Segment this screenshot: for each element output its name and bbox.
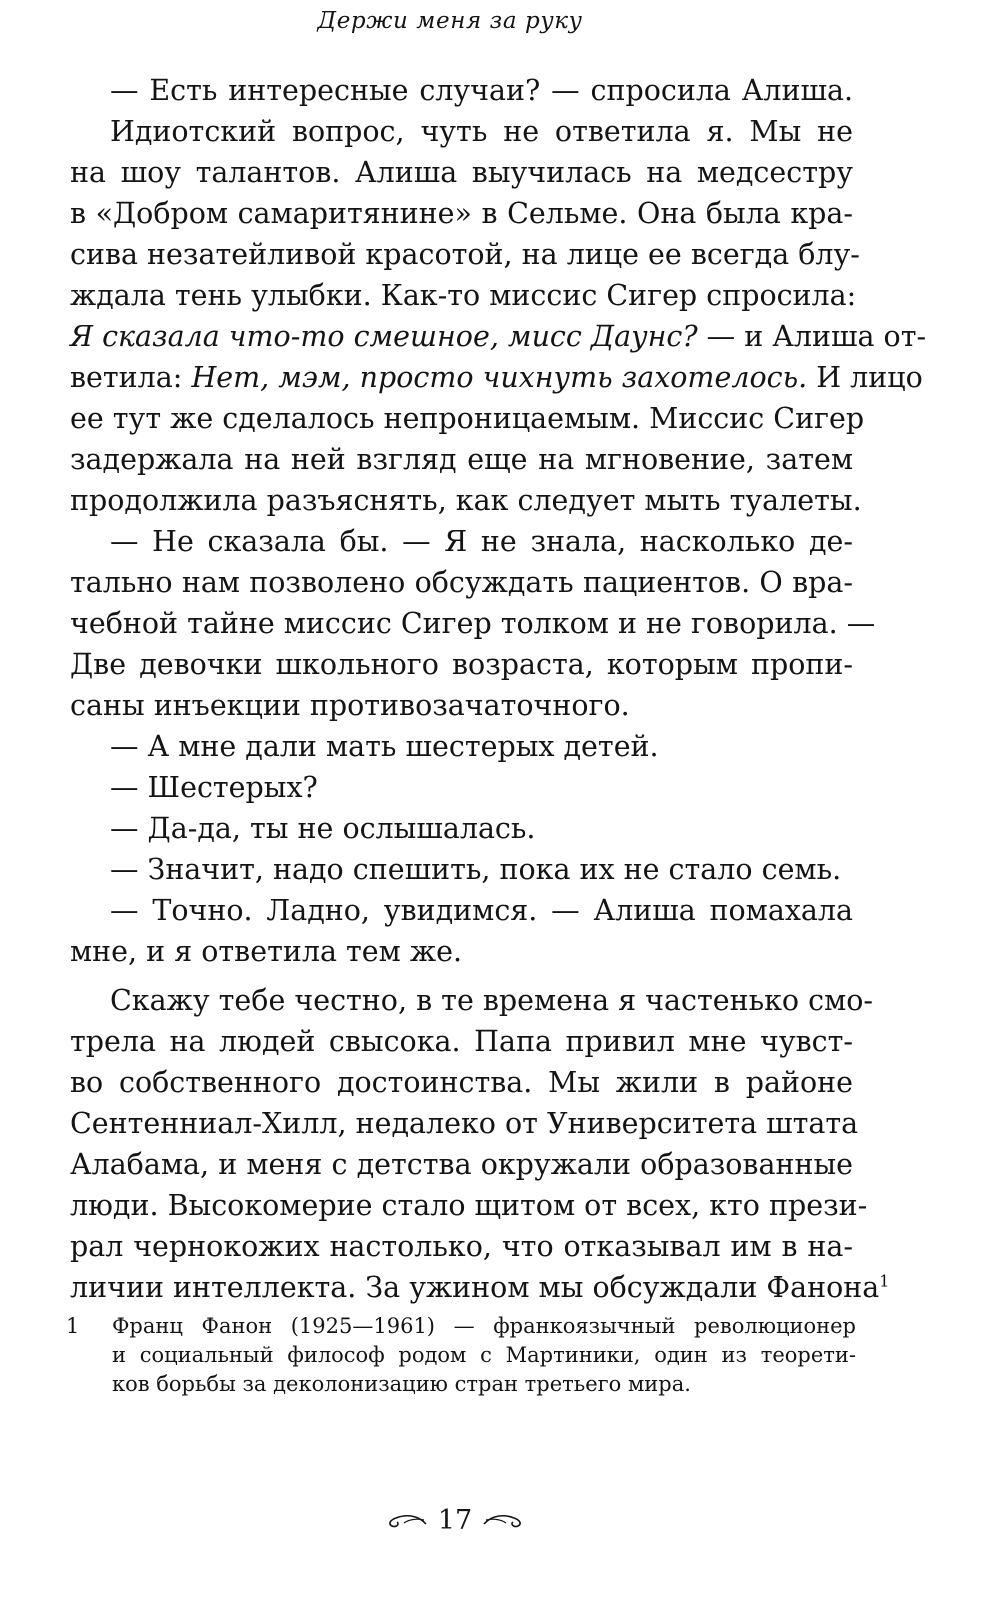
text-segment: на шоу талантов. Алиша выучилась на медсестру — [70, 156, 853, 189]
text-line — [70, 849, 853, 891]
text-segment: Две девочки школьного возраста, которым пропи- — [70, 648, 853, 681]
text-segment: — и Алиша от- — [697, 320, 927, 353]
text-segment: в «Добром самаритянине» в Сельме. Она была кра- — [70, 197, 853, 230]
text-line — [70, 480, 862, 522]
footnote-reference[interactable]: 1 — [879, 1271, 890, 1291]
left-flourish-icon — [384, 1509, 428, 1531]
footnote-text: Франц Фанон (1925—1961) — франкоязычный революционер — [112, 1314, 856, 1338]
footnote-text: и социальный философ родом с Мартиники, один из теорети- — [112, 1343, 856, 1367]
text-segment: Сентенниал-Хилл, недалеко от Университета штата — [70, 1107, 859, 1140]
text-segment: Алабама, и меня с детства окружали образованные — [70, 1148, 853, 1181]
text-line — [70, 890, 853, 932]
text-line — [70, 439, 853, 481]
text-segment: люди. Высокомерие стало щитом от всех, кто прези- — [70, 1189, 868, 1222]
text-segment: Скажу тебе честно, в те времена я частенько смо- — [110, 984, 874, 1017]
text-line — [70, 603, 876, 645]
footnote-marker: 1 — [66, 1314, 80, 1338]
text-line — [70, 152, 853, 194]
text-segment: — Не сказала бы. — Я не знала, насколько де- — [110, 525, 853, 558]
text-line — [70, 685, 853, 727]
text-segment: сива незатейливой красотой, на лице ее всегда блу- — [70, 238, 860, 271]
footnote-line — [112, 1370, 856, 1399]
text-line — [70, 111, 853, 153]
text-segment: ждала тень улыбки. Как-то миссис Сигер спросила: — [70, 279, 857, 312]
text-line — [70, 398, 865, 440]
text-line — [70, 726, 853, 768]
text-line — [70, 1103, 859, 1145]
text-line — [70, 357, 923, 399]
text-line — [70, 193, 853, 235]
text-segment: тально нам позволено обсуждать пациентов. О вра- — [70, 566, 853, 599]
footnote-text: ков борьбы за деколонизацию стран третьего мира. — [112, 1372, 691, 1396]
text-line — [70, 1062, 853, 1104]
text-line — [70, 1267, 890, 1309]
text-line — [70, 644, 853, 686]
footnote-line — [66, 1312, 856, 1341]
text-segment: задержала на ней взгляд еще на мгновение, затем — [70, 443, 853, 476]
page-folio — [380, 1500, 530, 1540]
text-segment: — Значит, надо спешить, пока их не стало семь. — [110, 853, 842, 886]
text-segment: во собственного достоинства. Мы жили в районе — [70, 1066, 853, 1099]
text-line — [70, 1144, 853, 1186]
text-line — [70, 562, 853, 604]
text-line — [70, 234, 860, 276]
text-line — [70, 1185, 868, 1227]
text-segment: мне, и я ответила тем же. — [70, 935, 463, 968]
text-segment: ее тут же сделалось непроницаемым. Миссис Сигер — [70, 402, 865, 435]
text-segment: чебной тайне миссис Сигер толком и не говорила. — — [70, 607, 876, 640]
running-head: Держи меня за руку — [317, 8, 583, 34]
text-line — [70, 980, 874, 1022]
footnote-line — [112, 1341, 856, 1370]
text-segment: — А мне дали мать шестерых детей. — [110, 730, 659, 763]
text-segment: И лицо — [807, 361, 923, 394]
text-segment: ветила: — [70, 361, 192, 394]
text-segment: трела на людей свысока. Папа привил мне чувст- — [70, 1025, 853, 1058]
text-line — [70, 931, 853, 973]
text-segment: личии интеллекта. За ужином мы обсуждали Фанона — [70, 1271, 880, 1304]
text-segment: продолжила разъяснять, как следует мыть туалеты. — [70, 484, 862, 517]
text-segment: рал чернокожих настолько, что отказывал им в на- — [70, 1230, 853, 1263]
text-segment: — Шестерых? — [110, 771, 318, 804]
italic-text: Я сказала что-то смешное, мисс Даунс? — [70, 320, 698, 353]
text-line — [70, 70, 853, 112]
text-line — [70, 521, 853, 563]
text-segment: Идиотский вопрос, чуть не ответила я. Мы не — [110, 115, 853, 148]
text-line — [70, 316, 927, 358]
text-segment: саны инъекции противозачаточного. — [70, 689, 630, 722]
text-line — [70, 808, 853, 850]
text-segment: — Точно. Ладно, увидимся. — Алиша помахала — [110, 894, 853, 927]
text-line — [70, 1226, 853, 1268]
text-segment: — Есть интересные случаи? — спросила Алиша. — [110, 74, 853, 107]
text-line — [70, 767, 853, 809]
text-line — [70, 275, 857, 317]
text-line — [70, 1021, 853, 1063]
italic-text: Нет, мэм, просто чихнуть захотелось. — [191, 361, 808, 394]
right-flourish-icon — [482, 1509, 526, 1531]
text-segment: — Да-да, ты не ослышалась. — [110, 812, 536, 845]
page-number: 17 — [437, 1504, 473, 1536]
